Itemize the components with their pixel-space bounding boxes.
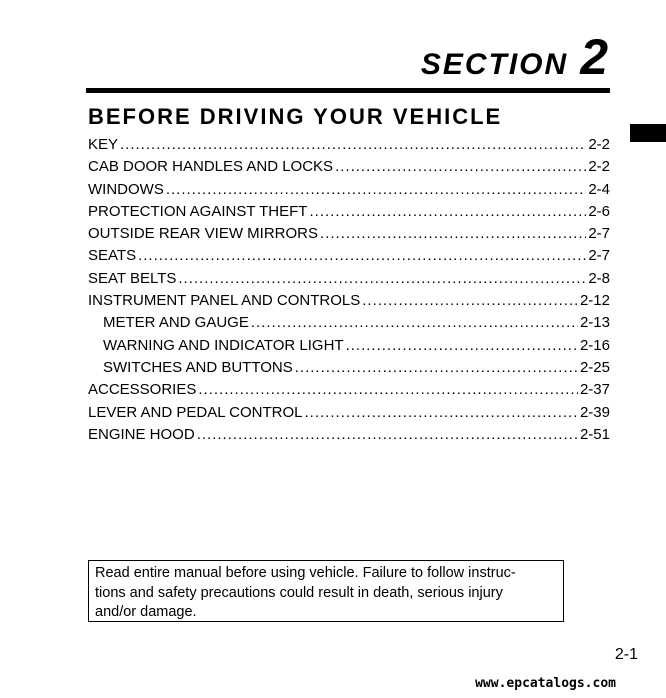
toc-entry-label: INSTRUMENT PANEL AND CONTROLS: [88, 292, 361, 310]
toc-dot-leader: [198, 381, 578, 398]
page-number: 2-1: [614, 646, 638, 663]
header-rule: [86, 88, 610, 93]
toc-entry-label: CAB DOOR HANDLES AND LOCKS: [88, 158, 334, 176]
toc-entry-label: WARNING AND INDICATOR LIGHT: [103, 336, 344, 354]
toc-dot-leader: [335, 158, 586, 175]
toc-dot-leader: [295, 359, 578, 376]
toc-entry-label: OUTSIDE REAR VIEW MIRRORS: [88, 225, 319, 243]
toc-entry-page: 2-7: [588, 247, 610, 265]
toc-entry[interactable]: [88, 247, 610, 269]
toc-entry-page: 2-39: [579, 403, 610, 421]
notice-line: tions and safety precautions could result in death, serious injury: [95, 584, 503, 601]
toc-entry-label: ENGINE HOOD: [88, 425, 195, 443]
toc-entry-page: 2-2: [588, 158, 610, 176]
toc-entry[interactable]: [88, 404, 610, 426]
toc-entry-label: SEATS: [88, 247, 137, 265]
toc-entry-page: 2-51: [579, 425, 610, 443]
toc-entry[interactable]: [88, 270, 610, 292]
toc-entry[interactable]: [88, 426, 610, 448]
toc-entry-page: 2-37: [579, 381, 610, 399]
section-number: 2: [580, 29, 608, 85]
toc-entry-label: SWITCHES AND BUTTONS: [103, 358, 293, 376]
toc-entry-page: 2-7: [588, 225, 610, 243]
toc-entry-page: 2-8: [588, 269, 610, 287]
toc-dot-leader: [178, 270, 586, 287]
toc-entry-page: 2-16: [579, 336, 610, 354]
toc-entry[interactable]: [88, 381, 610, 403]
toc-entry-page: 2-25: [579, 358, 610, 376]
toc-entry[interactable]: [88, 314, 610, 336]
side-thumb-tab: [630, 124, 666, 142]
toc-entry-label: LEVER AND PEDAL CONTROL: [88, 403, 303, 421]
chapter-title: BEFORE DRIVING YOUR VEHICLE: [88, 104, 503, 129]
toc-entry-label: ACCESSORIES: [88, 381, 197, 399]
section-word: SECTION: [420, 48, 569, 81]
toc-entry-page: 2-4: [588, 180, 610, 198]
toc-entry[interactable]: [88, 337, 610, 359]
toc-dot-leader: [138, 247, 586, 264]
toc-entry[interactable]: [88, 158, 610, 180]
toc-entry-label: METER AND GAUGE: [103, 314, 249, 332]
toc-entry-label: PROTECTION AGAINST THEFT: [88, 202, 308, 220]
toc-entry[interactable]: [88, 136, 610, 158]
toc-dot-leader: [309, 203, 586, 220]
toc-dot-leader: [362, 292, 578, 309]
toc-entry[interactable]: [88, 359, 610, 381]
toc-entry-label: WINDOWS: [88, 180, 164, 198]
toc-entry-page: 2-6: [588, 202, 610, 220]
toc-dot-leader: [320, 225, 586, 242]
table-of-contents: [88, 136, 610, 448]
notice-line: and/or damage.: [95, 604, 197, 620]
toc-dot-leader: [166, 181, 586, 198]
toc-entry-page: 2-13: [579, 314, 610, 332]
toc-dot-leader: [120, 136, 586, 153]
toc-dot-leader: [346, 337, 578, 354]
toc-entry-page: 2-12: [579, 292, 610, 310]
toc-dot-leader: [197, 426, 578, 443]
toc-entry[interactable]: [88, 292, 610, 314]
toc-dot-leader: [251, 314, 578, 331]
watermark: www.epcatalogs.com: [475, 676, 616, 691]
notice-box: [88, 560, 564, 622]
section-header: [421, 28, 608, 86]
toc-entry-label: KEY: [88, 136, 119, 153]
toc-entry[interactable]: [88, 225, 610, 247]
toc-entry[interactable]: [88, 181, 610, 203]
toc-entry-label: SEAT BELTS: [88, 269, 177, 287]
notice-line: Read entire manual before using vehicle. Failure to follow instruc-: [95, 565, 516, 581]
toc-entry[interactable]: [88, 203, 610, 225]
toc-dot-leader: [305, 404, 578, 421]
toc-entry-page: 2-2: [588, 136, 610, 153]
